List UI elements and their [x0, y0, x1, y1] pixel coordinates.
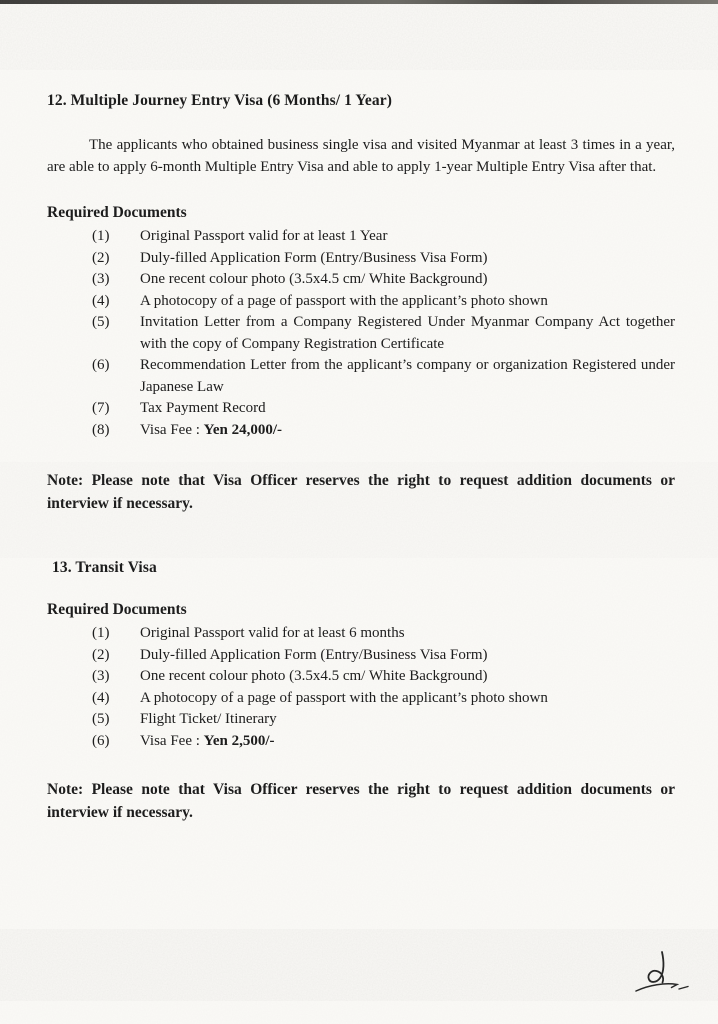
required-documents-list — [47, 226, 675, 441]
list-item-number: (6) — [92, 357, 110, 373]
visa-fee-amount: Yen 24,000/- — [203, 421, 283, 438]
list-item-number: (2) — [92, 249, 110, 266]
list-item-text: A photocopy of a page of passport with the applicant’s photo shown — [140, 292, 548, 309]
list-item-number: (8) — [92, 421, 110, 438]
list-item-text — [140, 731, 675, 753]
document-content — [47, 0, 675, 824]
list-item-number: (5) — [92, 711, 110, 727]
list-item-number: (7) — [92, 400, 110, 416]
list-item-number: (4) — [92, 689, 110, 706]
section-12-intro-paragraph: The applicants who obtained business single visa and visited Myanmar at least 3 times in a year, are able to apply 6-month Multiple Entry Visa and able to apply 1-year Multiple Entry Visa after that. — [47, 137, 675, 175]
list-item-text: Recommendation Letter from the applicant’s company or organization Registered under Japanese Law — [140, 357, 675, 395]
list-item — [47, 226, 675, 248]
list-item-text: A photocopy of a page of passport with the applicant’s photo shown — [140, 689, 548, 706]
list-item — [47, 666, 675, 688]
list-item — [47, 312, 675, 355]
note-paragraph: Note: Please note that Visa Officer reserves the right to request addition documents or interview if necessary. — [47, 472, 675, 512]
list-item — [47, 248, 675, 270]
list-item-text: Duly-filled Application Form (Entry/Business Visa Form) — [140, 646, 488, 663]
list-item — [47, 269, 675, 291]
list-item-text: One recent colour photo (3.5x4.5 cm/ White Background) — [140, 271, 488, 287]
list-item-number: (5) — [92, 314, 110, 330]
list-item-number: (3) — [92, 271, 110, 287]
list-item-number: (2) — [92, 646, 110, 663]
list-item — [47, 709, 675, 731]
list-item-number: (3) — [92, 668, 110, 684]
visa-fee-label: Visa Fee : — [140, 732, 204, 749]
required-documents-list — [47, 623, 675, 752]
list-item — [47, 688, 675, 710]
list-item — [47, 420, 675, 442]
list-item-number: (1) — [92, 228, 110, 244]
list-item-text: One recent colour photo (3.5x4.5 cm/ White Background) — [140, 668, 488, 684]
list-item — [47, 398, 675, 420]
section-13-heading: 13. Transit Visa — [52, 559, 157, 576]
list-item-text: Invitation Letter from a Company Registered Under Myanmar Company Act together with the copy of Company Registration Certificate — [140, 314, 675, 352]
list-item-number: (6) — [92, 732, 110, 749]
list-item — [47, 645, 675, 667]
list-item — [47, 291, 675, 313]
section-12-heading: 12. Multiple Journey Entry Visa (6 Months/ 1 Year) — [47, 92, 392, 109]
list-item — [47, 623, 675, 645]
note-paragraph: Note: Please note that Visa Officer reserves the right to request addition documents or interview if necessary. — [47, 781, 675, 821]
list-item — [47, 731, 675, 753]
list-item-text: Duly-filled Application Form (Entry/Business Visa Form) — [140, 249, 488, 266]
list-item-number: (1) — [92, 625, 110, 641]
list-item — [47, 355, 675, 398]
list-item-text: Original Passport valid for at least 1 Year — [140, 228, 388, 244]
visa-fee-label: Visa Fee : — [140, 421, 204, 438]
list-item-text: Flight Ticket/ Itinerary — [140, 711, 277, 727]
visa-fee-amount: Yen 2,500/- — [203, 732, 275, 749]
required-documents-heading: Required Documents — [47, 601, 187, 618]
list-item-text: Tax Payment Record — [140, 400, 266, 416]
list-item-text: Original Passport valid for at least 6 months — [140, 625, 405, 641]
required-documents-heading: Required Documents — [47, 204, 187, 221]
handwritten-signature-mark — [626, 946, 692, 1002]
list-item-text — [140, 420, 675, 442]
list-item-number: (4) — [92, 292, 110, 309]
